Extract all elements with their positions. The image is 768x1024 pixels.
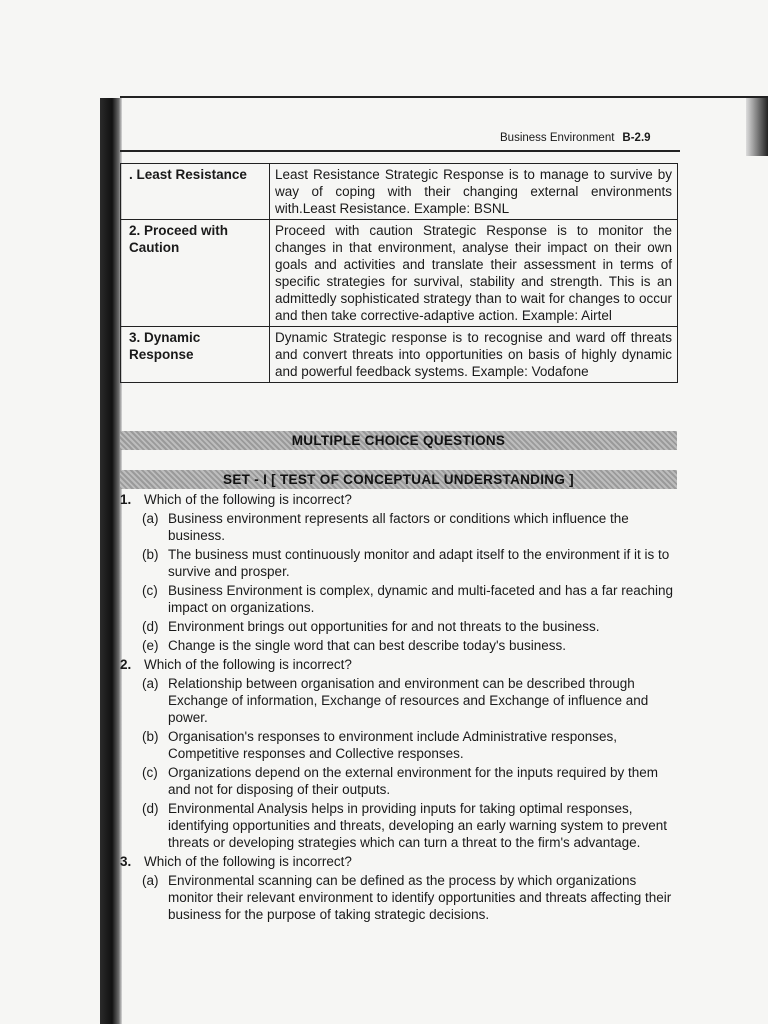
option-text: The business must continuously monitor and adapt itself to the environment if it is to survive and prosper. bbox=[168, 547, 670, 579]
question-number: 3. bbox=[120, 854, 132, 869]
answer-option bbox=[120, 546, 680, 580]
running-header bbox=[500, 132, 651, 144]
strategy-term bbox=[121, 327, 270, 383]
question-text: Which of the following is incorrect? bbox=[144, 492, 352, 507]
term-number: 3. bbox=[129, 330, 141, 345]
option-label: (a) bbox=[142, 511, 159, 526]
option-text: Relationship between organisation and environment can be described through Exchange of information, Exchange of resources and Exchange of influence and power. bbox=[168, 676, 649, 725]
strategy-table bbox=[120, 163, 678, 383]
table-row bbox=[121, 164, 678, 220]
question-text: Which of the following is incorrect? bbox=[144, 657, 352, 672]
answer-option bbox=[120, 510, 680, 544]
answer-option bbox=[120, 728, 680, 762]
table-row bbox=[121, 327, 678, 383]
option-text: Organisation's responses to environment include Administrative responses, Competitive responses and Collective responses. bbox=[168, 729, 618, 761]
term-number: 2. bbox=[129, 223, 141, 238]
question bbox=[120, 491, 680, 508]
header-title: Business Environment bbox=[500, 132, 615, 144]
option-label: (a) bbox=[142, 873, 159, 888]
question-text: Which of the following is incorrect? bbox=[144, 854, 352, 869]
book-binding-shadow bbox=[100, 98, 122, 1024]
question bbox=[120, 656, 680, 673]
option-text: Business environment represents all factors or conditions which influence the business. bbox=[168, 511, 629, 543]
mcq-section-heading: MULTIPLE CHOICE QUESTIONS bbox=[120, 431, 677, 450]
top-rule bbox=[120, 96, 768, 98]
question-number: 1. bbox=[120, 492, 132, 507]
option-text: Environmental scanning can be defined as the process by which organizations monitor their relevant environment to identify opportunities and threats affecting their business for the purpose of taking strategic decisions. bbox=[168, 873, 672, 922]
option-text: Environmental Analysis helps in providing inputs for taking optimal responses, identifying opportunities and threats, developing an early warning system to prevent threats or developing strategies which can turn a threat to the firm's advantage. bbox=[168, 801, 668, 850]
page-edge-shadow bbox=[746, 96, 768, 156]
option-text: Change is the single word that can best describe today's business. bbox=[168, 638, 567, 653]
set-heading: SET - I [ TEST OF CONCEPTUAL UNDERSTANDING ] bbox=[120, 470, 677, 489]
question-number: 2. bbox=[120, 657, 132, 672]
header-rule bbox=[120, 150, 680, 152]
term-label: Least Resistance bbox=[136, 167, 247, 182]
answer-option bbox=[120, 764, 680, 798]
option-label: (a) bbox=[142, 676, 159, 691]
option-label: (e) bbox=[142, 638, 159, 653]
answer-option bbox=[120, 637, 680, 654]
option-label: (b) bbox=[142, 729, 159, 744]
term-label: Proceed with Caution bbox=[129, 223, 229, 255]
option-label: (b) bbox=[142, 547, 159, 562]
option-label: (c) bbox=[142, 583, 158, 598]
option-text: Environment brings out opportunities for and not threats to the business. bbox=[168, 619, 600, 634]
table-row bbox=[121, 220, 678, 327]
option-label: (d) bbox=[142, 619, 159, 634]
strategy-description: Proceed with caution Strategic Response is to monitor the changes in that environment, analyse their impact on their own goals and activities and translate their assessment in terms of specific strategies for survival, stability and strength. This is an admittedly sophisticated strategy than to wait for changes to occur and then take corrective-adaptive action. Example: Airtel bbox=[270, 220, 678, 327]
strategy-term bbox=[121, 220, 270, 327]
answer-option bbox=[120, 618, 680, 635]
answer-option bbox=[120, 582, 680, 616]
term-number: . bbox=[129, 167, 133, 182]
page-number: B-2.9 bbox=[622, 132, 651, 144]
answer-option bbox=[120, 675, 680, 726]
strategy-description: Dynamic Strategic response is to recognise and ward off threats and convert threats into opportunities on basis of highly dynamic and powerful feedback systems. Example: Vodafone bbox=[270, 327, 678, 383]
strategy-description: Least Resistance Strategic Response is to manage to survive by way of coping with their changing external environments with.Least Resistance. Example: BSNL bbox=[270, 164, 678, 220]
option-label: (d) bbox=[142, 801, 159, 816]
term-label: Dynamic Response bbox=[129, 330, 201, 362]
question-list bbox=[120, 491, 680, 925]
option-label: (c) bbox=[142, 765, 158, 780]
strategy-term bbox=[121, 164, 270, 220]
option-text: Organizations depend on the external environment for the inputs required by them and not for disposing of their outputs. bbox=[168, 765, 659, 797]
answer-option bbox=[120, 800, 680, 851]
option-text: Business Environment is complex, dynamic and multi-faceted and has a far reaching impact on organizations. bbox=[168, 583, 674, 615]
answer-option bbox=[120, 872, 680, 923]
question bbox=[120, 853, 680, 870]
